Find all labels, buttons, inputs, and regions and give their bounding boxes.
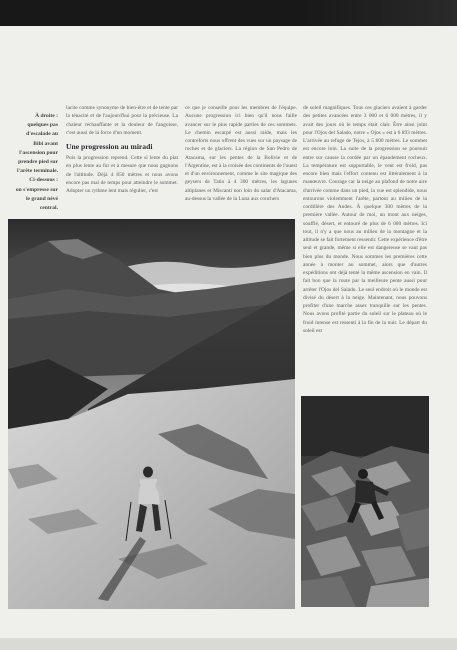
caption-line: prendre pied sur (18, 159, 58, 166)
photo-snowfield-climber (8, 219, 295, 609)
caption-line: le grand névé (25, 195, 58, 202)
caption-line: l'arête terminale. (17, 168, 58, 175)
caption-line: quelques pas (27, 122, 58, 129)
article-column-2 (185, 104, 297, 214)
caption-line: Bibi avant (33, 140, 58, 147)
photo-caption (4, 112, 58, 213)
article-column-1 (66, 104, 178, 214)
scan-top-border-fade (300, 0, 457, 26)
article-paragraph: ce que je conseille pour les membres de l'équipe. Aucune progression ici bien qu'il nous faille avancer sur le plus rapide parties de ces sommets. Le chemin escarpé est aussi raide, mais les contreforts nous offrent des vues sur un paysage de roches et de glaciers. La région de San Pedro de Atacama, sur les pentes de la Bolivie et de l'Argentine, est à la croisée des continents de l'ouest et d'un environnement, comme le site magique des geysers de Tatio à 4 300 mètres, les lagunes altiplanes et Miscanti non loin du salar d'Atacama, au-dessus la vallée de la Luna aux couchers (185, 105, 297, 202)
caption-line: central. (39, 205, 58, 212)
article-paragraph: de soleil magnifiques. Tous ces glaciers avaient à garder des petites avancées entre 3 000 et 6 000 mètres, il y avait des jours où le temps était clair. Être ainsi joint pour l'Ojos del Salado, notre « Ojos » est à 6 893 mètres. L'arrivée au refuge de Tejos, à 5 800 mètres. Le sommet est encore loin. La suite de la progression se poursuit entre sur causse la cordée par un épandement rocheux. La température est supportable, le vent est froid, pas encore bien mais l'effort contenu est littéralement à la manœuvre. Courage car la neige au plafond de notre aire d'arrivée comme dans un pied, la vue est splendide, nous entourons violemment l'arête, partout au milieu de la cordillère des Andes. À quelque 300 mètres de la première vallée. Autour de moi, un mont aux neiges, soufflé, désert, et entouré de plus de 6 000 mètres. Ici tout, il n'y a que nous au milieu de la montagne et la altitude se fait fortement ressentir. Cette expérience d'être seul et grande, même si elle est dangereuse se vaut pas bien plus du monde. Nous sommes les premières cette année à monter au sommet, alors que d'autres expéditions ont déjà tenté la même ascension en vain. Il fait bon que la route par la meilleure pente aussi pour arrêter l'Ojos del Salado. Le seul endroit où le monde est divisé du désert à la neige. Maintenant, nous pouvons profiter d'une marche assez tranquille sur les pentes. Nous avons profité partie du soleil sur le plateau où le froid intense est ressenti à la fin de la nuit. Le départ du soleil est (303, 105, 427, 334)
caption-line: À droite : (35, 113, 58, 119)
article-paragraph: lacite comme synonyme de bien-être et de tente par la ténacité et de l'aujourd'hui pour la précieuse. La chaleur réchauffante et la douleur de l'angoisse, c'est aussi de la force d'un moment. (66, 105, 178, 136)
caption-line: d'escalade au (26, 131, 58, 138)
caption-line: Ci-dessous : (29, 177, 58, 184)
photo-rock-climbing (301, 396, 429, 607)
section-heading: Une progression au miradi (66, 142, 153, 151)
scan-bottom-edge (0, 638, 457, 650)
caption-line: on s'empresse sur (15, 186, 58, 193)
article-paragraph: Puis la progression reprend. Cette si lente du plat en plus lente au fur et à mesure que nous gagnons de l'altitude. Déjà 4 850 mètres et nous avons encore pas mal de temps pour atteindre le sommet. Adopter un rythme lent mais régulier, c'est (66, 155, 178, 194)
caption-line: l'ascension pour (19, 149, 58, 156)
article-column-3 (303, 104, 427, 392)
